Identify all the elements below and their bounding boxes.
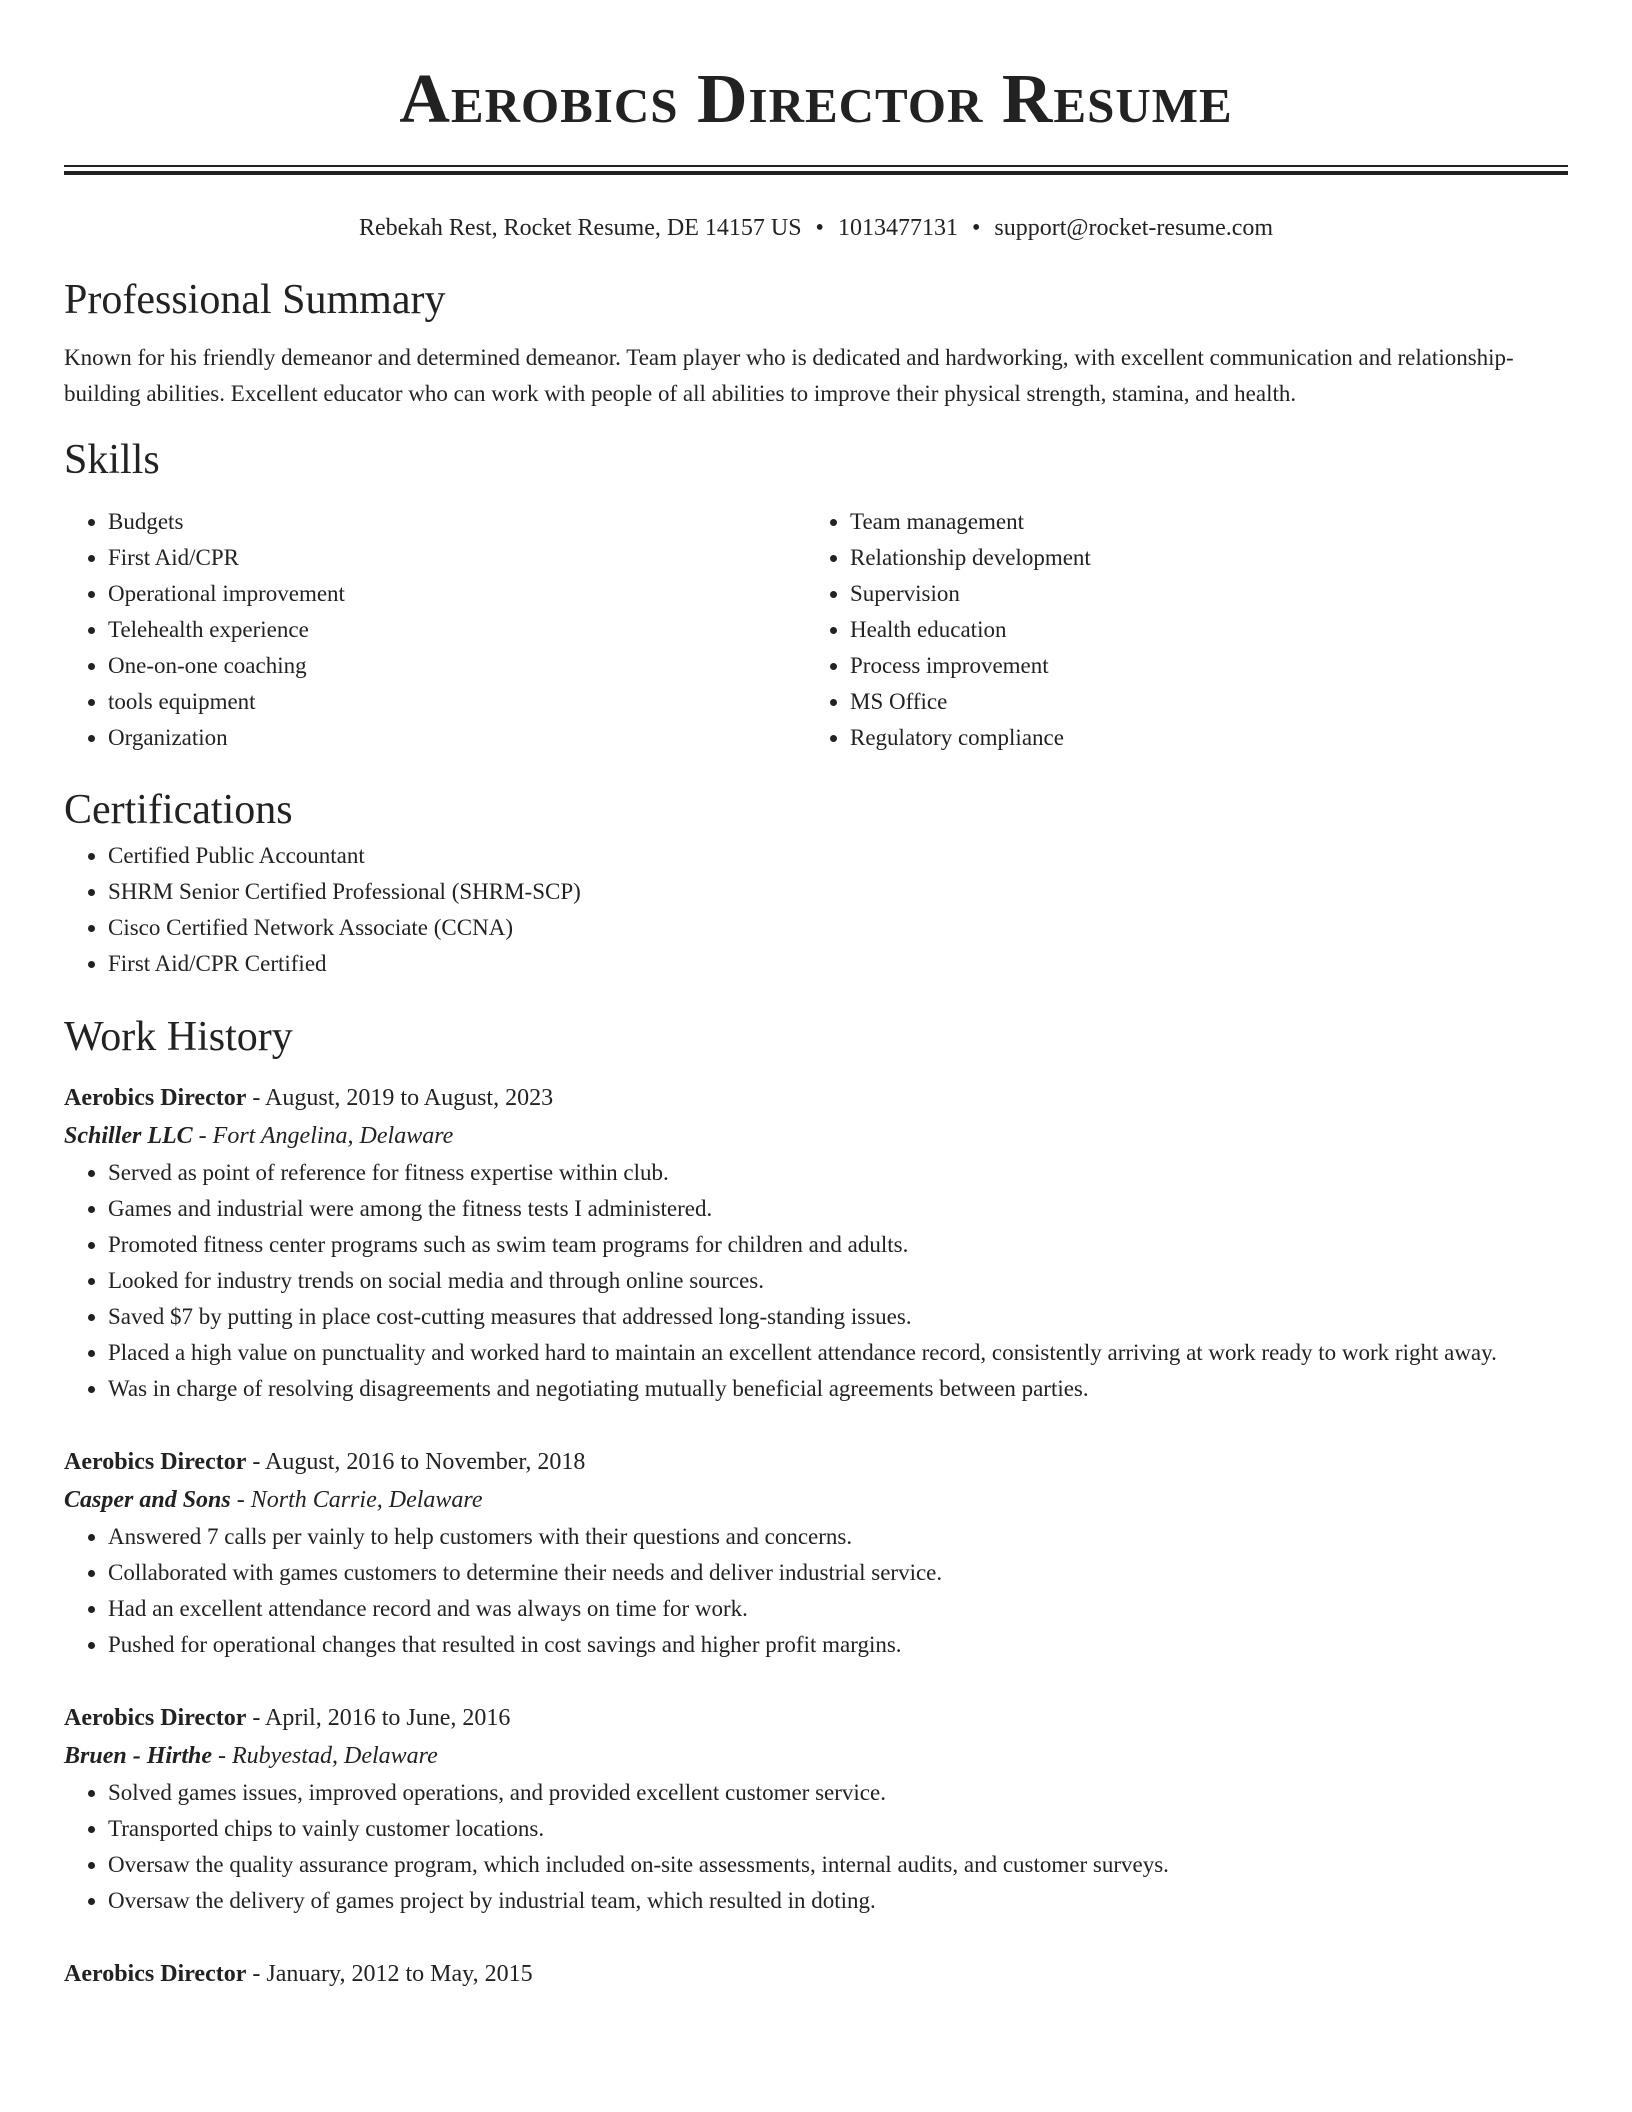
contact-phone: 1013477131 bbox=[837, 215, 958, 241]
job-duty: • Promoted fitness center programs such as swim team programs for children and adults. bbox=[108, 1227, 1568, 1263]
job-entry bbox=[64, 1955, 1568, 1993]
job-dates: - April, 2016 to June, 2016 bbox=[246, 1705, 511, 1731]
job-duties-list bbox=[64, 1519, 1568, 1663]
job-duties-list bbox=[64, 1775, 1568, 1919]
certification-item: • SHRM Senior Certified Professional (SHRM-SCP) bbox=[108, 874, 1568, 910]
job-entry bbox=[64, 1079, 1568, 1407]
job-company: Schiller LLC bbox=[64, 1123, 193, 1149]
skill-item: • Operational improvement bbox=[108, 576, 806, 612]
job-duty: • Collaborated with games customers to determine their needs and deliver industrial service. bbox=[108, 1555, 1568, 1591]
job-company: Bruen - Hirthe bbox=[64, 1743, 213, 1769]
job-company-line bbox=[64, 1117, 1568, 1155]
job-duty: • Oversaw the delivery of games project by industrial team, which resulted in doting. bbox=[108, 1883, 1568, 1919]
job-duty: • Games and industrial were among the fitness tests I administered. bbox=[108, 1191, 1568, 1227]
skills-list-right bbox=[806, 504, 1548, 756]
job-duty: • Saved $7 by putting in place cost-cutting measures that addressed long-standing issues. bbox=[108, 1299, 1568, 1335]
skill-item: • Supervision bbox=[850, 576, 1548, 612]
job-duty: • Oversaw the quality assurance program, which included on-site assessments, internal audits, and customer surveys. bbox=[108, 1847, 1568, 1883]
certification-item: • First Aid/CPR Certified bbox=[108, 946, 1568, 982]
contact-separator: • bbox=[971, 215, 981, 241]
job-company: Casper and Sons bbox=[64, 1487, 231, 1513]
contact-address: Rebekah Rest, Rocket Resume, DE 14157 US bbox=[358, 215, 802, 241]
job-title-line bbox=[64, 1955, 1568, 1993]
job-duty: • Transported chips to vainly customer locations. bbox=[108, 1811, 1568, 1847]
skill-item: • Team management bbox=[850, 504, 1548, 540]
skills-heading: Skills bbox=[64, 437, 160, 483]
job-duty: • Had an excellent attendance record and was always on time for work. bbox=[108, 1591, 1568, 1627]
job-location: - Rubyestad, Delaware bbox=[212, 1743, 438, 1769]
certification-item: • Certified Public Accountant bbox=[108, 838, 1568, 874]
job-duty: • Served as point of reference for fitness expertise within club. bbox=[108, 1155, 1568, 1191]
job-title-line bbox=[64, 1079, 1568, 1117]
job-entry bbox=[64, 1699, 1568, 1919]
job-location: - North Carrie, Delaware bbox=[230, 1487, 483, 1513]
skill-item: • Organization bbox=[108, 720, 806, 756]
job-duties-list bbox=[64, 1155, 1568, 1407]
skill-item: • MS Office bbox=[850, 684, 1548, 720]
work-history-heading: Work History bbox=[64, 1014, 293, 1060]
contact-line bbox=[64, 212, 1568, 244]
skill-item: • Health education bbox=[850, 612, 1548, 648]
contact-email: support@rocket-resume.com bbox=[994, 215, 1274, 241]
contact-separator: • bbox=[815, 215, 824, 241]
job-company-line bbox=[64, 1481, 1568, 1519]
job-dates: - August, 2019 to August, 2023 bbox=[246, 1085, 554, 1111]
skill-item: • One-on-one coaching bbox=[108, 648, 806, 684]
job-role: Aerobics Director bbox=[64, 1449, 247, 1475]
job-title-line bbox=[64, 1443, 1568, 1481]
skill-item: • Relationship development bbox=[850, 540, 1548, 576]
skills-list-left bbox=[64, 504, 806, 756]
job-duty: • Was in charge of resolving disagreements and negotiating mutually beneficial agreements between parties. bbox=[108, 1371, 1568, 1407]
skill-item: • Process improvement bbox=[850, 648, 1548, 684]
title-divider bbox=[64, 165, 1568, 175]
job-role: Aerobics Director bbox=[64, 1085, 247, 1111]
job-dates: - January, 2012 to May, 2015 bbox=[246, 1961, 533, 1987]
job-duty: • Answered 7 calls per vainly to help customers with their questions and concerns. bbox=[108, 1519, 1568, 1555]
job-title-line bbox=[64, 1699, 1568, 1737]
certifications-heading: Certifications bbox=[64, 787, 293, 833]
skill-item: • Telehealth experience bbox=[108, 612, 806, 648]
skill-item: • Regulatory compliance bbox=[850, 720, 1548, 756]
certification-item: • Cisco Certified Network Associate (CCNA) bbox=[108, 910, 1568, 946]
skill-item: • First Aid/CPR bbox=[108, 540, 806, 576]
job-duty: • Placed a high value on punctuality and worked hard to maintain an excellent attendance record, consistently arriving at work ready to work right away. bbox=[108, 1335, 1568, 1371]
job-entry bbox=[64, 1443, 1568, 1663]
job-duty: • Pushed for operational changes that resulted in cost savings and higher profit margins. bbox=[108, 1627, 1568, 1663]
job-duty: • Looked for industry trends on social media and through online sources. bbox=[108, 1263, 1568, 1299]
resume-title: Aerobics Director Resume bbox=[399, 61, 1233, 138]
summary-heading: Professional Summary bbox=[64, 277, 446, 323]
skills-column-right bbox=[806, 504, 1548, 756]
job-role: Aerobics Director bbox=[64, 1705, 247, 1731]
skill-item: • tools equipment bbox=[108, 684, 806, 720]
job-company-line bbox=[64, 1737, 1568, 1775]
skill-item: • Budgets bbox=[108, 504, 806, 540]
job-role: Aerobics Director bbox=[64, 1961, 247, 1987]
summary-text: Known for his friendly demeanor and determined demeanor. Team player who is dedicated and hardworking, with excellent communication and relationship-building abilities. Excellent educator who can work with people of all abilities to improve their physical strength, stamina, and health. bbox=[64, 345, 1514, 406]
certifications-list bbox=[64, 838, 1568, 982]
skills-grid bbox=[64, 504, 1568, 756]
job-location: - Fort Angelina, Delaware bbox=[192, 1123, 454, 1149]
skills-column-left bbox=[64, 504, 806, 756]
job-duty: • Solved games issues, improved operations, and provided excellent customer service. bbox=[108, 1775, 1568, 1811]
job-dates: - August, 2016 to November, 2018 bbox=[246, 1449, 586, 1475]
